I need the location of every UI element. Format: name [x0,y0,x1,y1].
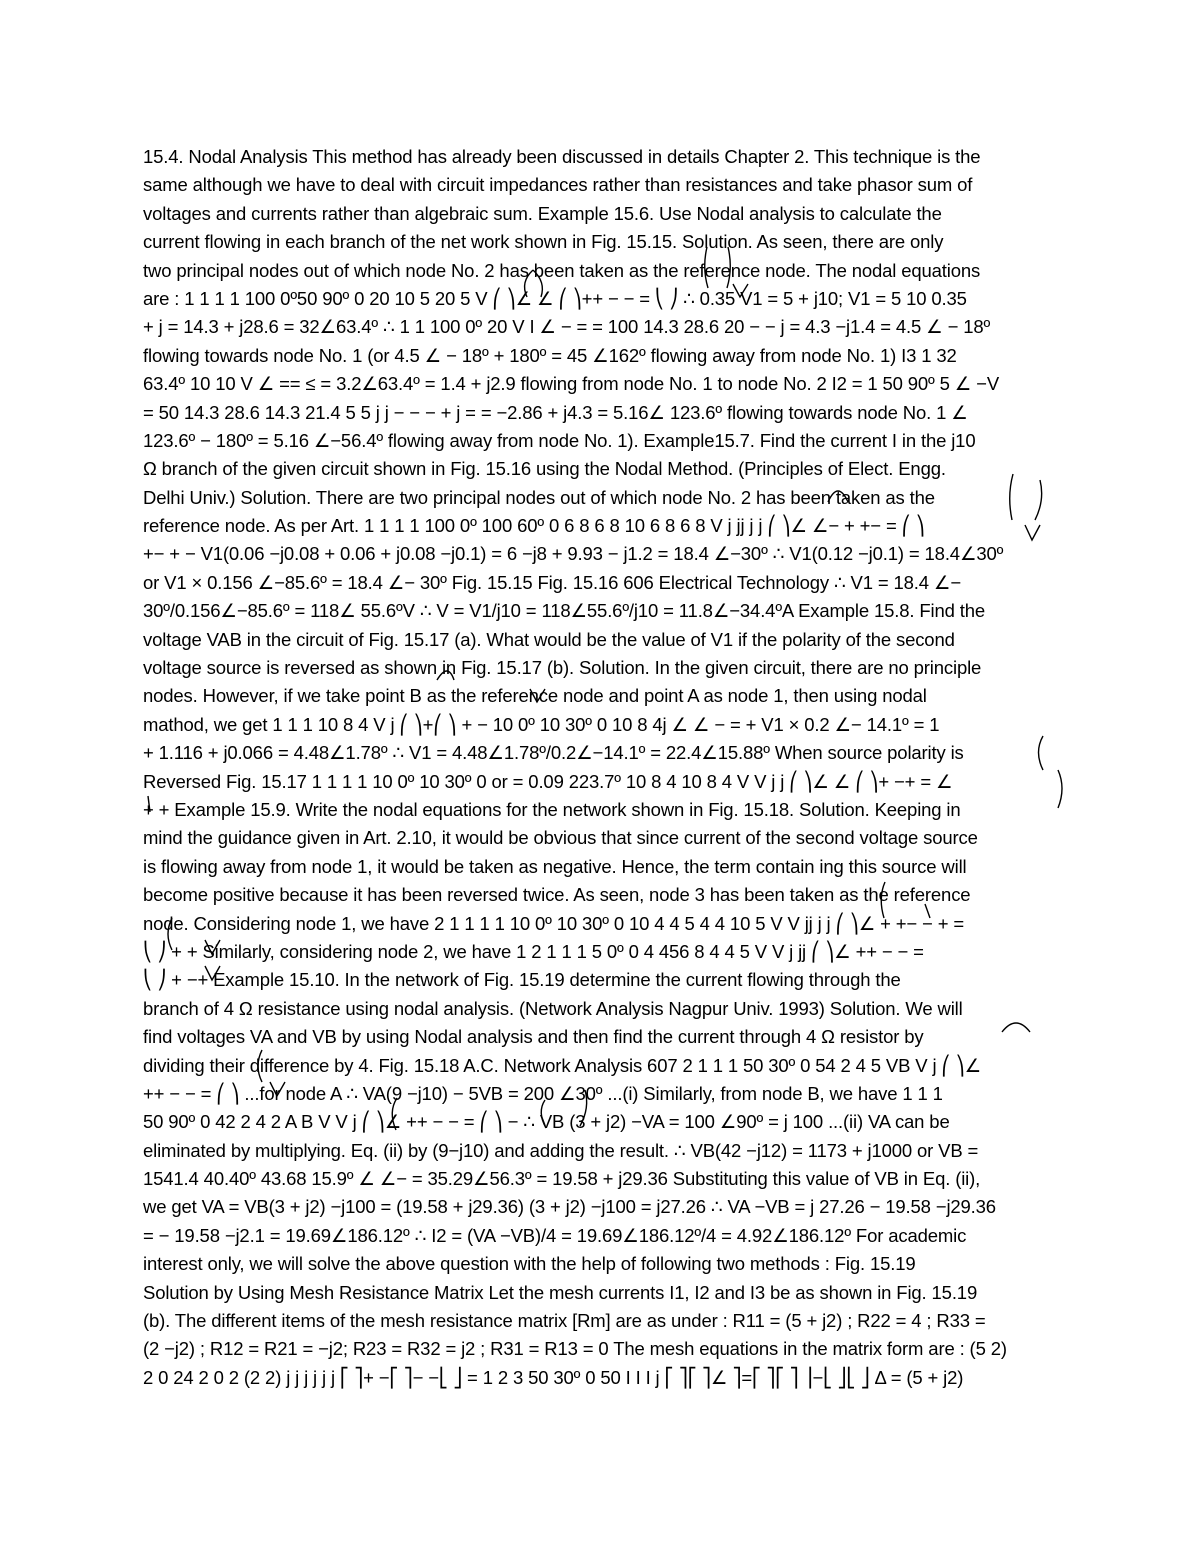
text-line: Reversed Fig. 15.17 1 1 1 1 10 0º 10 30º 0 or = 0.09 223.7º 10 8 4 10 8 4 V V j j ⎛ ⎞∠ ∠ ⎛ ⎞+ −+ = ∠ [143,770,953,792]
text-line: voltages and currents rather than algebraic sum. Example 15.6. Use Nodal analysis to calculate the [143,202,942,224]
text-line: is flowing away from node 1, it would be taken as negative. Hence, the term contain ing this source will [143,855,967,877]
text-line: we get VA = VB(3 + j2) −j100 = (19.58 + j29.36) (3 + j2) −j100 = j27.26 ∴ VA −VB = j 27.26 − 19.58 −j29.36 [143,1196,996,1218]
text-line: eliminated by multiplying. Eq. (ii) by (9−j10) and adding the result. ∴ VB(42 −j12) = 1173 + j1000 or VB = [143,1139,979,1161]
text-line: ⎝ ⎠ + −+ Example 15.10. In the network of Fig. 15.19 determine the current flowing through the [143,969,901,991]
text-line: dividing their difference by 4. Fig. 15.18 A.C. Network Analysis 607 2 1 1 1 50 30º 0 54 2 4 5 VB V j ⎛ ⎞∠ [143,1054,982,1076]
text-line: flowing towards node No. 1 (or 4.5 ∠ − 18º + 180º = 45 ∠162º flowing away from node No. 1) I3 1 32 [143,344,957,366]
text-line: + + Example 15.9. Write the nodal equations for the network shown in Fig. 15.18. Solution. Keeping in [143,798,961,820]
text-line: become positive because it has been reversed twice. As seen, node 3 has been taken as the reference [143,884,971,906]
text-line: 50 90º 0 42 2 4 2 A B V V j ⎛ ⎞∠ ++ − − = ⎛ ⎞ − ∴ VB (3 + j2) −VA = 100 ∠90º = j 100 ...(ii) VA can be [143,1111,950,1133]
text-line: + j = 14.3 + j28.6 = 32∠63.4º ∴ 1 1 100 0º 20 V I ∠ − = = 100 14.3 28.6 20 − − j = 4.3 −j1.4 = 4.5 ∠ − 18º [143,316,991,338]
text-line: = − 19.58 −j2.1 = 19.69∠186.12º ∴ I2 = (VA −VB)/4 = 19.69∠186.12º/4 = 4.92∠186.12º For academic [143,1224,967,1246]
text-line: ⎝ ⎠ + + Similarly, considering node 2, we have 1 2 1 1 1 5 0º 0 4 456 8 4 4 5 V V j jj ⎛ ⎞∠ ++ − − = [143,940,924,962]
text-line: or V1 × 0.156 ∠−85.6º = 18.4 ∠− 30º Fig. 15.15 Fig. 15.16 606 Electrical Technology ∴ V1 = 18.4 ∠− [143,571,961,593]
text-line: (2 −j2) ; R12 = R21 = −j2; R23 = R32 = j2 ; R31 = R13 = 0 The mesh equations in the matrix form are : (5 2) [143,1338,1007,1360]
text-line: 2 0 24 2 0 2 (2 2) j j j j j j ⎡ ⎤+ −⎡ ⎤− −⎣ ⎦ = 1 2 3 50 30º 0 50 I I I j ⎡ ⎤⎡ ⎤∠ ⎤=⎡ ⎤⎡ ⎤ ⎥−⎣ ⎦⎣ ⎦ Δ = (5 + j2) [143,1366,964,1388]
text-line: 1541.4 40.40º 43.68 15.9º ∠ ∠− = 35.29∠56.3º = 19.58 + j29.36 Substituting this value of VB in Eq. (ii), [143,1168,981,1190]
text-line: ++ − − = ⎛ ⎞ ...for node A ∴ VA(9 −j10) − 5VB = 200 ∠30º ...(i) Similarly, from node B, we have 1 1 1 [143,1082,943,1104]
text-line: interest only, we will solve the above question with the help of following two methods : Fig. 15.19 [143,1253,916,1275]
text-line: 15.4. Nodal Analysis This method has already been discussed in details Chapter 2. This technique is the [143,146,981,167]
text-line: branch of 4 Ω resistance using nodal analysis. (Network Analysis Nagpur Univ. 1993) Solution. We will [143,997,963,1019]
text-line: Solution by Using Mesh Resistance Matrix Let the mesh currents I1, I2 and I3 be as shown in Fig. 15.19 [143,1281,978,1303]
text-line: Delhi Univ.) Solution. There are two principal nodes out of which node No. 2 has been taken as the [143,486,935,508]
text-line: mind the guidance given in Art. 2.10, it would be obvious that since current of the second voltage source [143,827,978,849]
text-line: are : 1 1 1 1 100 0º50 90º 0 20 10 5 20 5 V ⎛ ⎞∠ ∠ ⎛ ⎞++ − − = ⎝ ⎠ ∴ 0.35 V1 = 5 + j10; V1 = 5 10 0.35 [143,287,967,309]
text-line: Ω branch of the given circuit shown in Fig. 15.16 using the Nodal Method. (Principles of Elect. Engg. [143,458,946,480]
text-line: voltage VAB in the circuit of Fig. 15.17 (a). What would be the value of V1 if the polarity of the second [143,628,955,650]
text-line: +− + − V1(0.06 −j0.08 + 0.06 + j0.08 −j0.1) = 6 −j8 + 9.93 − j1.2 = 18.4 ∠−30º ∴ V1(0.12 −j0.1) = 18.4∠30º [143,543,1004,565]
text-line: reference node. As per Art. 1 1 1 1 100 0º 100 60º 0 6 8 6 8 10 6 8 6 8 V j jj j j ⎛ ⎞∠ ∠− + +− = ⎛ ⎞ [143,515,925,537]
text-line: = 50 14.3 28.6 14.3 21.4 5 5 j j − − − + j = = −2.86 + j4.3 = 5.16∠ 123.6º flowing towards node No. 1 ∠ [143,401,968,423]
text-line: 63.4º 10 10 V ∠ == ≤ = 3.2∠63.4º = 1.4 + j2.9 flowing from node No. 1 to node No. 2 I2 = 1 50 90º 5 ∠ −V [143,373,1000,395]
text-line: same although we have to deal with circuit impedances rather than resistances and take phasor sum of [143,174,973,196]
text-line: voltage source is reversed as shown in Fig. 15.17 (b). Solution. In the given circuit, there are no principle [143,657,982,679]
text-line: nodes. However, if we take point B as the reference node and point A as node 1, then using nodal [143,685,927,707]
text-line: 123.6º − 180º = 5.16 ∠−56.4º flowing away from node No. 1). Example15.7. Find the current I in the j10 [143,429,976,451]
document-page [143,143,1063,1392]
text-line: current flowing in each branch of the net work shown in Fig. 15.15. Solution. As seen, there are only [143,231,944,253]
text-line: mathod, we get 1 1 1 10 8 4 V j ⎛ ⎞+⎛ ⎞ + − 10 0º 10 30º 0 10 8 4j ∠ ∠ − = + V1 × 0.2 ∠− 14.1º = 1 [143,713,940,735]
text-line: (b). The different items of the mesh resistance matrix [Rm] are as under : R11 = (5 + j2) ; R22 = 4 ; R33 = [143,1310,986,1332]
text-line: node. Considering node 1, we have 2 1 1 1 1 10 0º 10 30º 0 10 4 4 5 4 4 10 5 V V jj j j ⎛ ⎞∠ + +− − + = [143,912,964,934]
text-line: two principal nodes out of which node No. 2 has been taken as the reference node. The nodal equations [143,259,981,281]
text-line: + 1.116 + j0.066 = 4.48∠1.78º ∴ V1 = 4.48∠1.78º/0.2∠−14.1º = 22.4∠15.88º When source polarity is [143,742,964,764]
text-line: find voltages VA and VB by using Nodal analysis and then find the current through 4 Ω resistor by [143,1026,924,1048]
text-line: 30º/0.156∠−85.6º = 118∠ 55.6ºV ∴ V = V1/j10 = 118∠55.6º/j10 = 11.8∠−34.4ºA Example 15.8. Find the [143,600,986,622]
